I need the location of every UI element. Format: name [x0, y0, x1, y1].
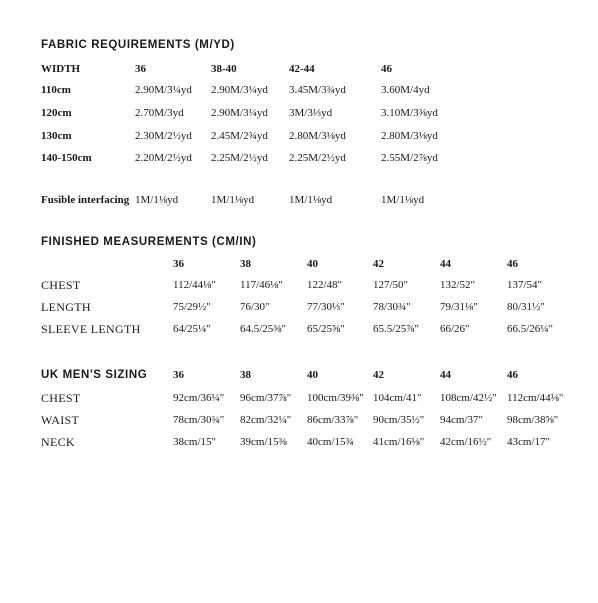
uk-cell: 38cm/15" — [173, 436, 216, 448]
fabric-row-label: 140-150cm — [41, 152, 92, 164]
finished-measurements-title: FINISHED MEASUREMENTS (CM/IN) — [41, 236, 257, 248]
fabric-cell: 2.30M/2½yd — [135, 130, 192, 142]
uk-header-size: 42 — [373, 369, 384, 381]
fabric-cell: 3M/3⅓yd — [289, 107, 333, 119]
finished-row-label: SLEEVE LENGTH — [41, 322, 141, 336]
uk-cell: 78cm/30¾" — [173, 414, 225, 426]
fabric-cell: 2.80M/3⅛yd — [381, 130, 438, 142]
uk-cell: 98cm/38⅝" — [507, 414, 559, 426]
fusible-interfacing-label: Fusible interfacing — [41, 194, 130, 206]
uk-header-size: 40 — [307, 369, 318, 381]
finished-header-size: 40 — [307, 258, 318, 270]
fabric-row-label: 130cm — [41, 130, 72, 142]
uk-header-size: 38 — [240, 369, 251, 381]
finished-cell: 132/52" — [440, 279, 476, 291]
uk-cell: 90cm/35½" — [373, 414, 425, 426]
finished-cell: 79/31⅛" — [440, 301, 478, 313]
fabric-cell: 3.45M/3¾yd — [289, 84, 346, 96]
uk-cell: 104cm/41" — [373, 392, 422, 404]
finished-cell: 122/48" — [307, 279, 343, 291]
fabric-cell: 1M/1⅛yd — [211, 194, 255, 206]
finished-cell: 66/26" — [440, 323, 470, 335]
fabric-cell: 1M/1⅛yd — [381, 194, 425, 206]
finished-cell: 78/30¾" — [373, 301, 411, 313]
finished-cell: 64.5/25⅜" — [240, 323, 287, 335]
uk-row-label: CHEST — [41, 391, 81, 405]
fabric-cell: 1M/1⅛yd — [135, 194, 179, 206]
uk-cell: 100cm/39⅜" — [307, 392, 364, 404]
fabric-cell: 2.25M/2½yd — [289, 152, 346, 164]
fabric-header-width: WIDTH — [41, 63, 81, 75]
fabric-cell: 2.55M/2⅞yd — [381, 152, 438, 164]
finished-cell: 66.5/26¼" — [507, 323, 554, 335]
uk-cell: 82cm/32¼" — [240, 414, 292, 426]
fabric-header-size: 38-40 — [211, 63, 237, 75]
finished-cell: 112/44⅛" — [173, 279, 216, 291]
uk-row-label: WAIST — [41, 413, 80, 427]
uk-header-size: 46 — [507, 369, 518, 381]
finished-header-size: 42 — [373, 258, 384, 270]
finished-row-label: LENGTH — [41, 300, 91, 314]
finished-cell: 65.5/25⅞" — [373, 323, 420, 335]
fabric-cell: 2.25M/2½yd — [211, 152, 268, 164]
fabric-cell: 3.10M/3⅜yd — [381, 107, 438, 119]
finished-cell: 127/50" — [373, 279, 409, 291]
uk-cell: 42cm/16½" — [440, 436, 492, 448]
finished-cell: 77/30⅓" — [307, 301, 345, 313]
finished-header-size: 46 — [507, 258, 518, 270]
uk-cell: 112cm/44⅛" — [507, 392, 564, 404]
finished-row-label: CHEST — [41, 278, 81, 292]
uk-header-size: 44 — [440, 369, 451, 381]
finished-header-size: 36 — [173, 258, 184, 270]
uk-cell: 108cm/42½" — [440, 392, 497, 404]
uk-cell: 96cm/37⅞" — [240, 392, 292, 404]
fabric-requirements-title: FABRIC REQUIREMENTS (M/YD) — [41, 39, 235, 51]
fabric-cell: 3.60M/4yd — [381, 84, 430, 96]
fabric-cell: 2.20M/2½yd — [135, 152, 192, 164]
uk-cell: 39cm/15⅜ — [240, 436, 287, 448]
fabric-row-label: 120cm — [41, 107, 72, 119]
finished-cell: 75/29½" — [173, 301, 211, 313]
uk-row-label: NECK — [41, 435, 75, 449]
finished-cell: 65/25⅝" — [307, 323, 345, 335]
fabric-header-size: 46 — [381, 63, 392, 75]
fabric-row-label: 110cm — [41, 84, 71, 96]
finished-cell: 117/46⅛" — [240, 279, 283, 291]
uk-cell: 92cm/36¼" — [173, 392, 225, 404]
fabric-header-size: 36 — [135, 63, 146, 75]
uk-cell: 40cm/15¾ — [307, 436, 354, 448]
finished-header-size: 44 — [440, 258, 451, 270]
finished-cell: 137/54" — [507, 279, 543, 291]
finished-cell: 76/30" — [240, 301, 270, 313]
fabric-cell: 2.90M/3¼yd — [211, 107, 268, 119]
fabric-cell: 2.70M/3yd — [135, 107, 184, 119]
uk-header-size: 36 — [173, 369, 184, 381]
uk-cell: 86cm/33⅞" — [307, 414, 359, 426]
fabric-cell: 2.80M/3⅛yd — [289, 130, 346, 142]
uk-cell: 94cm/37" — [440, 414, 483, 426]
uk-cell: 43cm/17" — [507, 436, 550, 448]
fabric-header-size: 42-44 — [289, 63, 315, 75]
fabric-cell: 1M/1⅛yd — [289, 194, 333, 206]
fabric-cell: 2.90M/3¼yd — [211, 84, 268, 96]
uk-mens-sizing-title: UK MEN'S SIZING — [41, 369, 148, 381]
finished-header-size: 38 — [240, 258, 251, 270]
finished-cell: 64/25¼" — [173, 323, 211, 335]
fabric-cell: 2.90M/3¼yd — [135, 84, 192, 96]
finished-cell: 80/31½" — [507, 301, 545, 313]
uk-cell: 41cm/16⅛" — [373, 436, 425, 448]
fabric-cell: 2.45M/2¾yd — [211, 130, 268, 142]
